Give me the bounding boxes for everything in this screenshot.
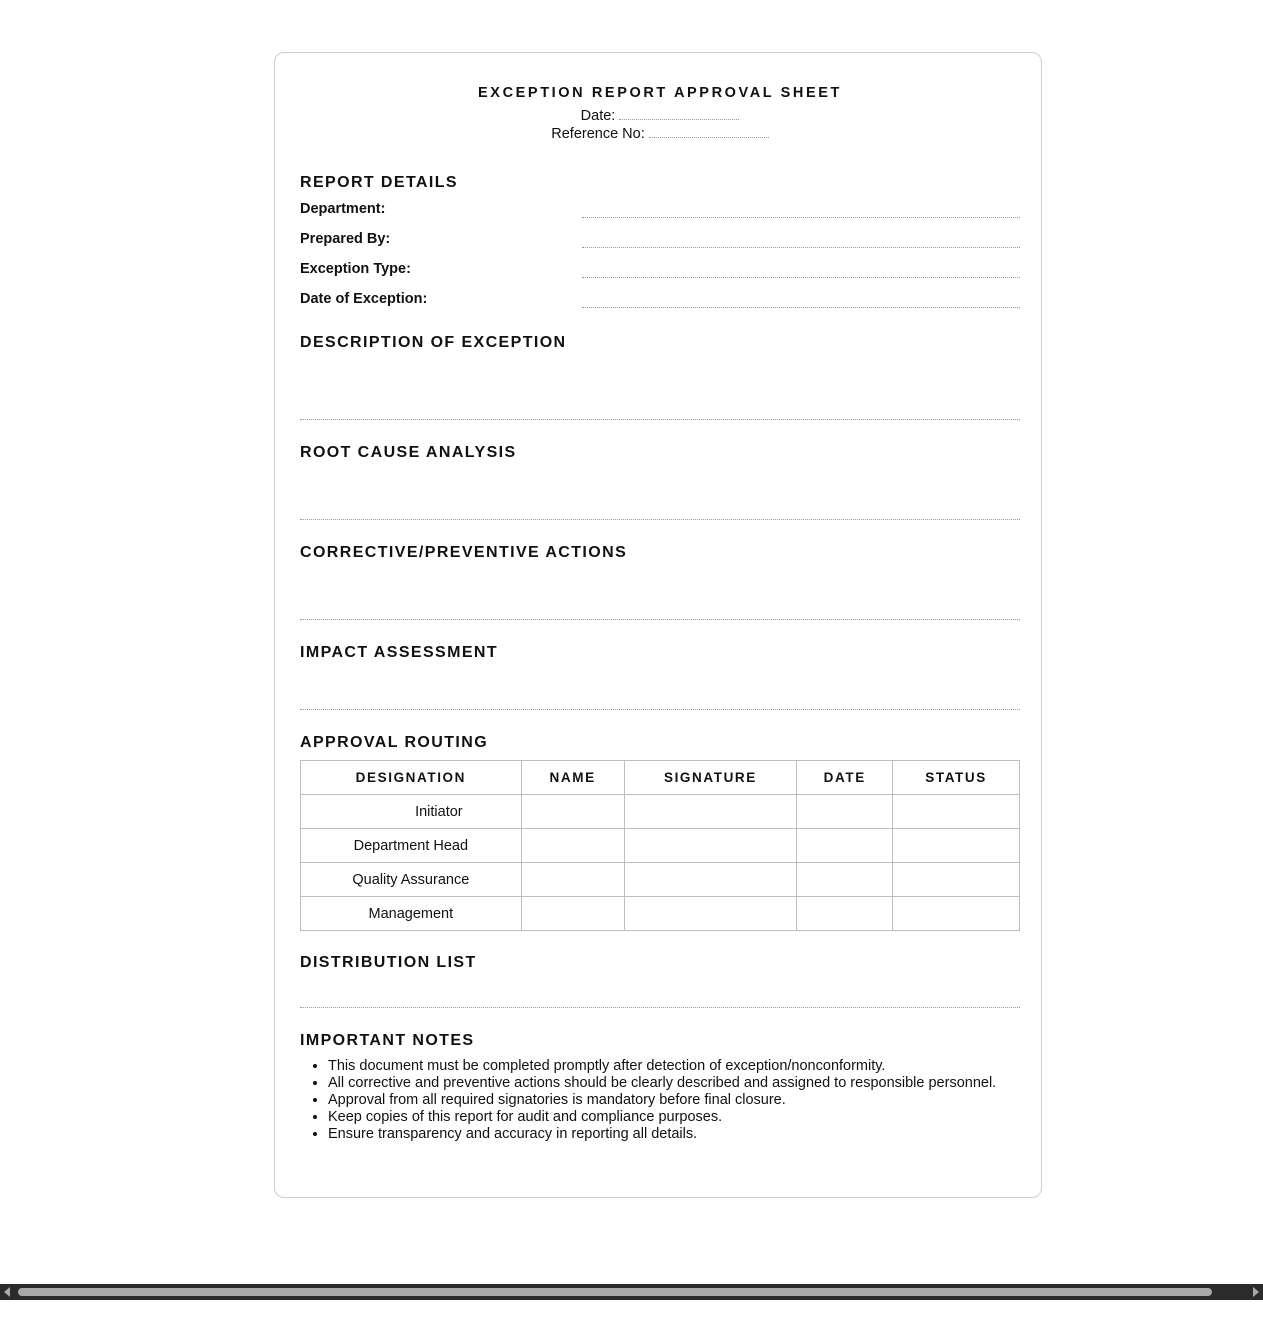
reference-label: Reference No: — [551, 126, 645, 142]
corrective-heading: CORRECTIVE/PREVENTIVE ACTIONS — [300, 544, 628, 561]
status-cell[interactable] — [893, 863, 1020, 897]
list-item: • This document must be completed promptly after detection of exception/nonconformity. — [328, 1058, 1028, 1075]
date-cell[interactable] — [797, 795, 893, 829]
exception-type-field[interactable] — [582, 277, 1020, 278]
table-row — [301, 795, 1020, 829]
signature-cell[interactable] — [624, 863, 797, 897]
description-field[interactable] — [300, 419, 1020, 420]
date-label: Date: — [580, 108, 616, 124]
table-header-row — [301, 761, 1020, 795]
impact-heading: IMPACT ASSESSMENT — [300, 644, 499, 661]
designation-cell: Management — [301, 897, 522, 931]
date-line — [300, 107, 1020, 125]
date-cell[interactable] — [797, 897, 893, 931]
name-cell[interactable] — [521, 863, 624, 897]
header-date: DATE — [797, 761, 893, 795]
list-item: • All corrective and preventive actions should be clearly described and assigned to responsible personnel. — [328, 1075, 1028, 1092]
signature-cell[interactable] — [624, 897, 797, 931]
table-row — [301, 863, 1020, 897]
notes-heading: IMPORTANT NOTES — [300, 1032, 475, 1049]
designation-cell: Initiator — [301, 795, 522, 829]
date-field[interactable] — [619, 107, 739, 120]
root-cause-heading: ROOT CAUSE ANALYSIS — [300, 444, 517, 461]
table-row — [301, 897, 1020, 931]
header-signature: SIGNATURE — [624, 761, 797, 795]
document-sheet — [274, 52, 1042, 1198]
distribution-heading: DISTRIBUTION LIST — [300, 954, 477, 971]
date-of-exception-field[interactable] — [582, 307, 1020, 308]
reference-field[interactable] — [649, 125, 769, 138]
signature-cell[interactable] — [624, 795, 797, 829]
department-row — [300, 201, 1020, 221]
distribution-field[interactable] — [300, 1007, 1020, 1008]
status-cell[interactable] — [893, 897, 1020, 931]
notes-list — [328, 1058, 1028, 1143]
table-row — [301, 829, 1020, 863]
status-cell[interactable] — [893, 795, 1020, 829]
root-cause-field[interactable] — [300, 519, 1020, 520]
header-name: NAME — [521, 761, 624, 795]
document-title: EXCEPTION REPORT APPROVAL SHEET — [478, 85, 842, 101]
reference-line — [300, 125, 1020, 143]
name-cell[interactable] — [521, 897, 624, 931]
approval-routing-table — [300, 760, 1020, 931]
exception-type-row — [300, 261, 1020, 281]
status-cell[interactable] — [893, 829, 1020, 863]
designation-cell: Quality Assurance — [301, 863, 522, 897]
date-cell[interactable] — [797, 829, 893, 863]
date-of-exception-row — [300, 291, 1020, 311]
prepared-by-label: Prepared By: — [300, 231, 391, 247]
report-details-heading: REPORT DETAILS — [300, 174, 458, 191]
impact-field[interactable] — [300, 709, 1020, 710]
scrollbar-thumb[interactable] — [18, 1288, 1212, 1296]
horizontal-scrollbar[interactable] — [0, 1284, 1263, 1300]
list-item: • Keep copies of this report for audit and compliance purposes. — [328, 1109, 1028, 1126]
name-cell[interactable] — [521, 795, 624, 829]
prepared-by-field[interactable] — [582, 247, 1020, 248]
scroll-left-icon[interactable] — [4, 1287, 10, 1297]
approval-heading: APPROVAL ROUTING — [300, 734, 489, 751]
exception-type-label: Exception Type: — [300, 261, 411, 277]
corrective-field[interactable] — [300, 619, 1020, 620]
date-of-exception-label: Date of Exception: — [300, 291, 428, 307]
list-item: • Ensure transparency and accuracy in reporting all details. — [328, 1126, 1028, 1143]
description-heading: DESCRIPTION OF EXCEPTION — [300, 334, 567, 351]
name-cell[interactable] — [521, 829, 624, 863]
designation-cell: Department Head — [301, 829, 522, 863]
list-item: • Approval from all required signatories is mandatory before final closure. — [328, 1092, 1028, 1109]
date-cell[interactable] — [797, 863, 893, 897]
department-field[interactable] — [582, 217, 1020, 218]
signature-cell[interactable] — [624, 829, 797, 863]
scroll-right-icon[interactable] — [1253, 1287, 1259, 1297]
prepared-by-row — [300, 231, 1020, 251]
department-label: Department: — [300, 201, 386, 217]
header-status: STATUS — [893, 761, 1020, 795]
header-designation: DESIGNATION — [301, 761, 522, 795]
